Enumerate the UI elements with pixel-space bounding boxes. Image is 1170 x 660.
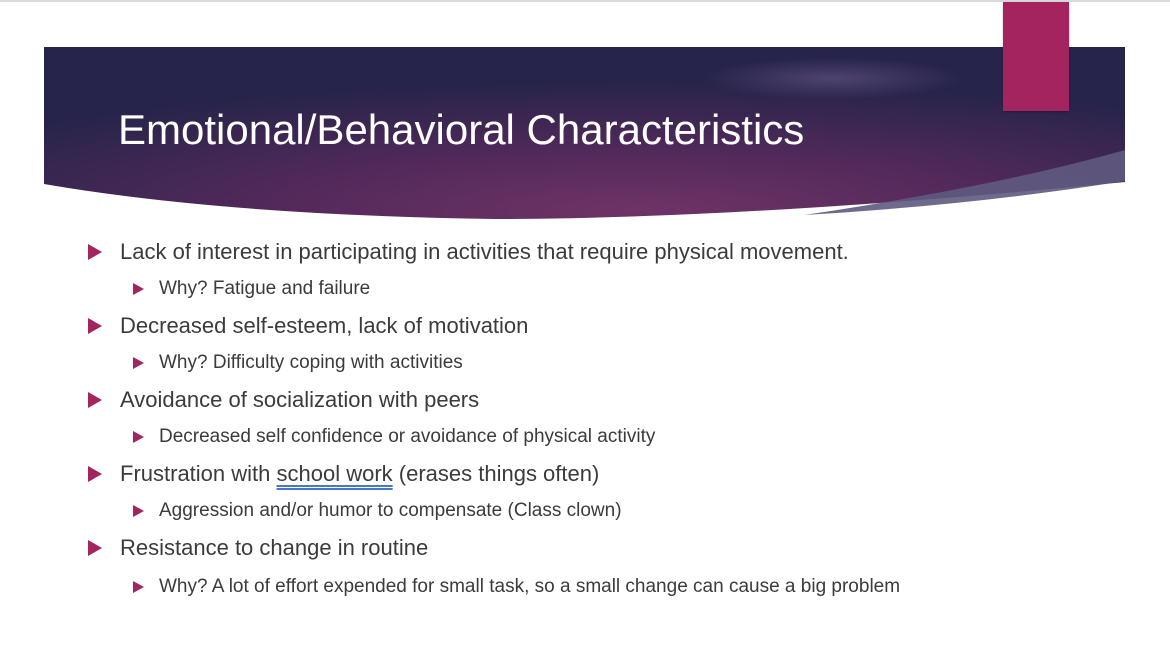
bullet-text: Decreased self-esteem, lack of motivation <box>120 313 529 338</box>
sub-bullet-item <box>133 352 463 374</box>
sub-bullet-text: Aggression and/or humor to compensate (Class clown) <box>159 500 622 521</box>
bullet-triangle-icon <box>133 581 144 593</box>
bullet-text: Resistance to change in routine <box>120 535 429 560</box>
bullet-text <box>120 461 599 487</box>
bullet-triangle-icon <box>88 392 102 408</box>
bullet-triangle-icon <box>133 283 144 295</box>
sub-bullet-item <box>133 500 622 522</box>
bullet-triangle-icon <box>88 318 102 334</box>
bullet-triangle-icon <box>133 357 144 369</box>
bullet-text-suffix: (erases things often) <box>392 461 600 486</box>
sub-bullet-text: Why? A lot of effort expended for small task, so a small change can cause a big problem <box>159 576 901 597</box>
bullet-text-prefix: Frustration with <box>120 461 277 486</box>
bullet-text: Lack of interest in participating in activities that require physical movement. <box>120 239 849 264</box>
bullet-triangle-icon <box>88 466 102 482</box>
sub-bullet-item <box>133 576 900 598</box>
slide-title: Emotional/Behavioral Characteristics <box>118 106 805 153</box>
bullet-item <box>88 313 528 339</box>
bullet-text: Avoidance of socialization with peers <box>120 387 480 412</box>
sub-bullet-text: Decreased self confidence or avoidance of physical activity <box>159 426 656 447</box>
bullet-item <box>88 387 479 413</box>
bullet-item <box>88 535 428 561</box>
bullet-triangle-icon <box>88 244 102 260</box>
sub-bullet-item <box>133 426 655 448</box>
bullet-triangle-icon <box>133 505 144 517</box>
bullet-triangle-icon <box>88 540 102 556</box>
school-work-link[interactable]: school work <box>276 461 393 486</box>
sub-bullet-text: Why? Difficulty coping with activities <box>159 352 463 373</box>
bullet-item <box>88 239 849 265</box>
sub-bullet-item <box>133 278 370 300</box>
bullet-triangle-icon <box>133 431 144 443</box>
sub-bullet-text: Why? Fatigue and failure <box>159 278 371 299</box>
bullet-item <box>88 461 599 487</box>
